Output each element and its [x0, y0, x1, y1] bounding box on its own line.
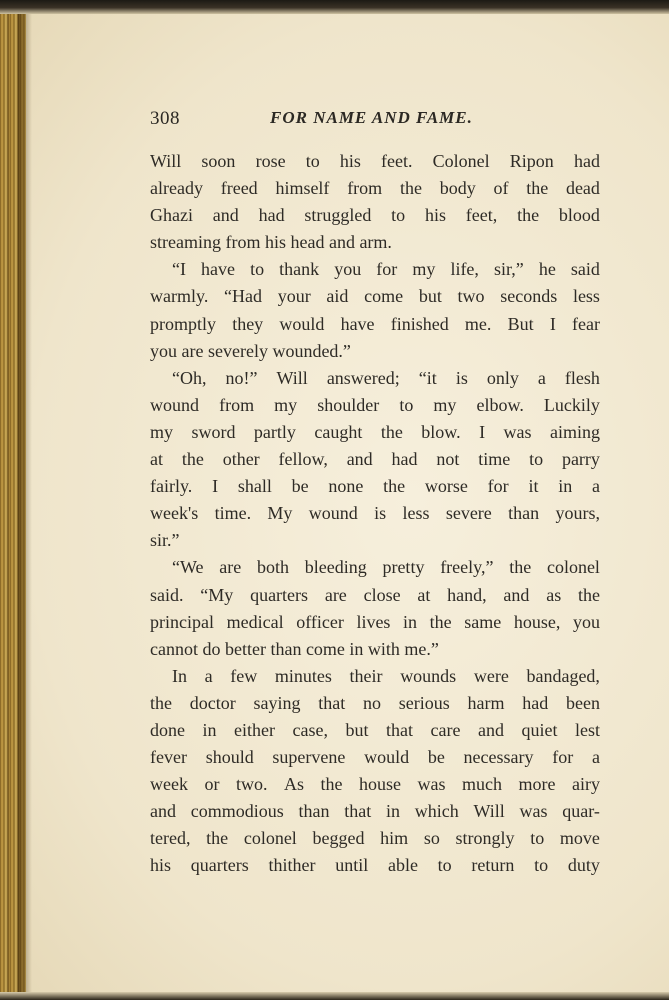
- word: more: [518, 774, 556, 795]
- body-text: [150, 148, 600, 880]
- word: that: [386, 719, 413, 740]
- word: which: [414, 801, 459, 822]
- word: thank: [279, 259, 320, 280]
- text-line: [150, 419, 600, 446]
- word: said: [570, 259, 600, 280]
- word: be: [291, 476, 309, 497]
- word: quiet: [521, 719, 558, 740]
- word: Ghazi: [150, 205, 193, 226]
- word: his: [150, 855, 172, 876]
- text-line: [150, 609, 600, 636]
- word: they: [232, 313, 264, 334]
- word: less: [402, 503, 430, 524]
- word: My: [267, 503, 293, 524]
- word: only: [486, 367, 519, 388]
- word: medical: [226, 611, 284, 632]
- word: both: [256, 557, 289, 578]
- word: that: [344, 801, 372, 822]
- text-line: [150, 690, 600, 717]
- word: Will: [150, 151, 182, 171]
- word: feet.: [381, 151, 413, 171]
- word: is: [374, 503, 387, 524]
- word: until: [335, 855, 369, 876]
- word: thither: [268, 855, 316, 876]
- word: their: [349, 665, 383, 686]
- word: serious: [398, 692, 450, 713]
- word: and: [477, 719, 504, 740]
- word: Luckily: [543, 394, 600, 415]
- word: the: [577, 584, 600, 605]
- word: tered,: [150, 828, 191, 849]
- word: begged: [312, 828, 365, 849]
- word: he: [538, 259, 556, 280]
- word: a: [204, 665, 213, 686]
- scan-top-edge: [0, 0, 669, 14]
- word: the: [206, 828, 229, 849]
- word: But: [507, 313, 534, 334]
- word: was: [417, 774, 446, 795]
- word: fellow,: [278, 449, 328, 470]
- word: should: [205, 747, 254, 768]
- word: are: [219, 557, 242, 578]
- word: “it: [418, 367, 437, 388]
- running-title: FOR NAME AND FAME.: [270, 108, 473, 127]
- word: it: [528, 476, 539, 497]
- text-line: [150, 771, 600, 798]
- word: hand,: [447, 584, 487, 605]
- word: streaming from his head and arm.: [150, 232, 392, 253]
- word: airy: [571, 774, 600, 795]
- text-line: [150, 744, 600, 771]
- word: house: [359, 774, 401, 795]
- word: I: [212, 476, 219, 497]
- word: finished: [390, 313, 449, 334]
- text-line: [150, 825, 600, 852]
- word: was: [503, 421, 532, 442]
- word: were: [473, 665, 509, 686]
- word: in: [403, 611, 418, 632]
- word: to: [250, 259, 265, 280]
- word: two.: [235, 774, 268, 795]
- word: partly: [253, 421, 296, 442]
- word: a: [537, 367, 546, 388]
- word: freed: [220, 178, 258, 199]
- word: in: [202, 719, 217, 740]
- text-line: [150, 663, 600, 690]
- word: and: [503, 584, 530, 605]
- word: had: [258, 205, 285, 226]
- word: quarters: [190, 855, 249, 876]
- word: parry: [561, 449, 600, 470]
- word: I: [549, 313, 556, 334]
- word: but: [418, 286, 442, 307]
- word: my: [412, 259, 436, 280]
- word: “Had: [224, 286, 263, 307]
- word: caught: [314, 421, 363, 442]
- word: “Oh,: [172, 367, 207, 388]
- text-line: [150, 338, 600, 365]
- word: lives: [356, 611, 391, 632]
- word: close: [363, 584, 401, 605]
- word: than: [298, 801, 330, 822]
- word: you: [572, 611, 600, 632]
- word: return: [471, 855, 515, 876]
- word: to: [437, 855, 452, 876]
- word: aid: [326, 286, 349, 307]
- word: wound: [150, 394, 199, 415]
- word: fever: [150, 747, 187, 768]
- word: Colonel: [432, 151, 490, 171]
- word: and: [150, 801, 176, 822]
- word: would: [364, 747, 410, 768]
- word: and: [212, 205, 239, 226]
- word: “I: [172, 259, 186, 280]
- word: been: [565, 692, 600, 713]
- text-line: [150, 256, 600, 283]
- page-header: [150, 108, 600, 132]
- word: his: [339, 151, 361, 171]
- word: week: [150, 774, 188, 795]
- word: at: [417, 584, 431, 605]
- text-line: [150, 229, 600, 256]
- text-line: [150, 527, 600, 554]
- word: in: [386, 801, 401, 822]
- word: rose: [255, 151, 286, 171]
- word: colonel: [546, 557, 600, 578]
- word: worse: [424, 476, 468, 497]
- word: is: [455, 367, 468, 388]
- word: the: [181, 449, 204, 470]
- word: of: [493, 178, 509, 199]
- text-line: [150, 798, 600, 825]
- word: him: [380, 828, 409, 849]
- text-line: [150, 148, 600, 175]
- word: to: [529, 449, 544, 470]
- text-line: [150, 852, 600, 879]
- word: Will: [276, 367, 308, 388]
- word: from: [219, 394, 255, 415]
- word: said.: [150, 584, 184, 605]
- word: doctor: [189, 692, 236, 713]
- word: no: [362, 692, 381, 713]
- text-line: [150, 636, 600, 663]
- word: not: [436, 449, 460, 470]
- word: for: [487, 476, 509, 497]
- word: the: [429, 611, 452, 632]
- word: had: [391, 449, 418, 470]
- word: a: [591, 747, 600, 768]
- word: supervene: [272, 747, 346, 768]
- word: no!”: [225, 367, 258, 388]
- text-line: [150, 554, 600, 581]
- word: to: [391, 205, 406, 226]
- word: wound: [308, 503, 358, 524]
- word: a: [592, 476, 600, 497]
- word: much: [462, 774, 502, 795]
- text-line: [150, 175, 600, 202]
- word: the: [383, 476, 406, 497]
- word: severe: [445, 503, 492, 524]
- word: sword: [191, 421, 236, 442]
- word: would: [279, 313, 325, 334]
- word: duty: [567, 855, 600, 876]
- word: lest: [574, 719, 600, 740]
- word: house,: [513, 611, 561, 632]
- word: none: [328, 476, 364, 497]
- word: for: [552, 747, 574, 768]
- word: freely,”: [440, 557, 494, 578]
- word: to: [534, 855, 549, 876]
- word: done: [150, 719, 185, 740]
- word: the: [150, 692, 172, 713]
- word: fairly.: [150, 476, 193, 497]
- word: less: [572, 286, 600, 307]
- word: the: [380, 421, 403, 442]
- word: shall: [237, 476, 272, 497]
- word: in: [558, 476, 573, 497]
- word: the: [526, 178, 549, 199]
- word: have: [201, 259, 236, 280]
- scan-bottom-edge: [0, 992, 669, 1000]
- word: have: [340, 313, 375, 334]
- word: same: [464, 611, 502, 632]
- word: quar-: [562, 801, 600, 822]
- word: to: [399, 394, 414, 415]
- word: minutes: [274, 665, 332, 686]
- word: seconds: [500, 286, 558, 307]
- word: quarters: [250, 584, 309, 605]
- word: fear: [572, 313, 600, 334]
- word: that: [318, 692, 346, 713]
- word: himself: [275, 178, 330, 199]
- word: few: [230, 665, 258, 686]
- word: move: [559, 828, 600, 849]
- word: bleeding: [304, 557, 367, 578]
- word: time: [478, 449, 511, 470]
- text-line: [150, 392, 600, 419]
- text-line: [150, 446, 600, 473]
- word: I: [479, 421, 486, 442]
- word: In: [172, 665, 187, 686]
- text-line: [150, 202, 600, 229]
- word: so: [423, 828, 440, 849]
- word: struggled: [304, 205, 372, 226]
- word: answered;: [326, 367, 400, 388]
- word: care: [430, 719, 461, 740]
- word: other: [222, 449, 260, 470]
- word: you are severely wounded.”: [150, 340, 351, 361]
- text-line: [150, 717, 600, 744]
- word: strongly: [455, 828, 515, 849]
- word: the: [399, 178, 422, 199]
- word: but: [345, 719, 369, 740]
- word: for: [376, 259, 398, 280]
- word: you: [334, 259, 362, 280]
- word: me.: [464, 313, 492, 334]
- page-number: 308: [150, 108, 180, 129]
- word: life,: [450, 259, 479, 280]
- word: body: [439, 178, 476, 199]
- binding-shadow: [18, 0, 32, 1000]
- word: officer: [296, 611, 344, 632]
- text-line: [150, 473, 600, 500]
- word: be: [427, 747, 445, 768]
- word: “My: [200, 584, 234, 605]
- word: harm: [467, 692, 505, 713]
- word: or: [204, 774, 220, 795]
- word: shoulder: [317, 394, 380, 415]
- word: was: [519, 801, 548, 822]
- word: either: [234, 719, 275, 740]
- word: come: [364, 286, 404, 307]
- word: my: [433, 394, 457, 415]
- word: “We: [172, 557, 204, 578]
- word: and: [346, 449, 373, 470]
- word: principal: [150, 611, 214, 632]
- word: dead: [565, 178, 600, 199]
- word: than: [508, 503, 540, 524]
- text-line: [150, 365, 600, 392]
- word: blood: [558, 205, 600, 226]
- text-line: [150, 283, 600, 310]
- word: commodious: [190, 801, 284, 822]
- word: colonel: [243, 828, 297, 849]
- word: saying: [253, 692, 301, 713]
- word: had: [522, 692, 549, 713]
- word: two: [457, 286, 485, 307]
- word: his: [424, 205, 446, 226]
- word: aiming: [549, 421, 600, 442]
- word: already: [150, 178, 203, 199]
- word: week's: [150, 503, 199, 524]
- word: time.: [214, 503, 252, 524]
- word: from: [347, 178, 383, 199]
- word: to: [305, 151, 320, 171]
- word: warmly.: [150, 286, 209, 307]
- word: elbow.: [476, 394, 524, 415]
- word: case,: [292, 719, 328, 740]
- word: to: [530, 828, 545, 849]
- word: as: [546, 584, 562, 605]
- text-line: [150, 582, 600, 609]
- word: blow.: [421, 421, 461, 442]
- word: Ripon: [509, 151, 554, 171]
- word: sir.”: [150, 530, 180, 551]
- word: feet,: [465, 205, 498, 226]
- text-line: [150, 500, 600, 527]
- word: yours,: [555, 503, 600, 524]
- word: promptly: [150, 313, 216, 334]
- word: are: [324, 584, 347, 605]
- word: the: [517, 205, 540, 226]
- text-line: [150, 311, 600, 338]
- word: at: [150, 449, 163, 470]
- word: the: [320, 774, 343, 795]
- word: soon: [201, 151, 236, 171]
- word: sir,”: [494, 259, 524, 280]
- word: bandaged,: [526, 665, 600, 686]
- word: had: [573, 151, 600, 171]
- word: my: [274, 394, 298, 415]
- word: necessary: [463, 747, 534, 768]
- word: your: [277, 286, 311, 307]
- word: wounds: [400, 665, 457, 686]
- word: pretty: [382, 557, 425, 578]
- word: able: [387, 855, 418, 876]
- word: cannot do better than come in with me.”: [150, 638, 439, 659]
- word: my: [150, 421, 174, 442]
- word: the: [509, 557, 532, 578]
- word: flesh: [564, 367, 600, 388]
- word: Will: [473, 801, 505, 822]
- word: As: [283, 774, 304, 795]
